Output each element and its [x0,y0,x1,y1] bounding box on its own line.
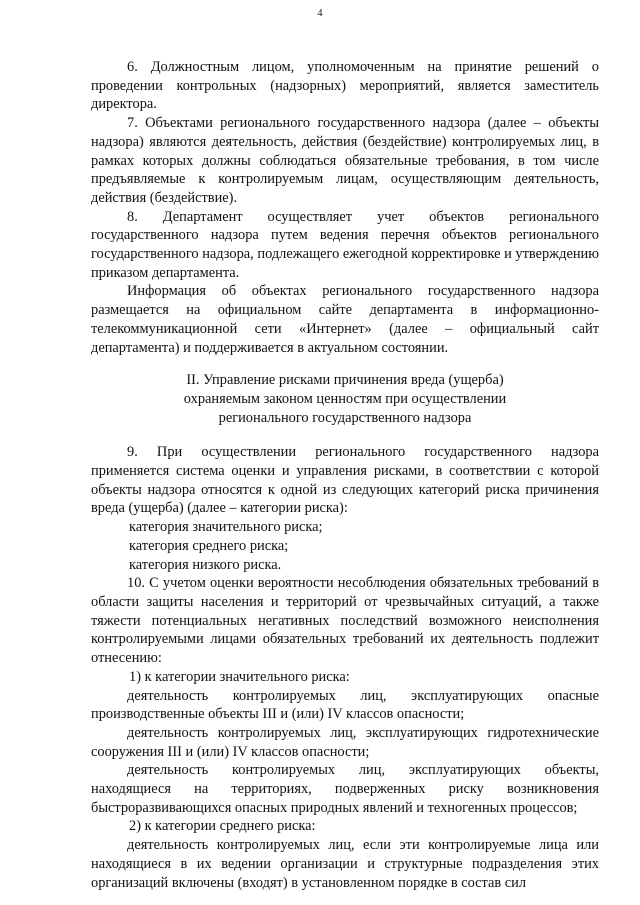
subsection-2-item: деятельность контролируемых лиц, если эти контролируемые лица или находящиеся в их ведении организации и структурные подразделения этих организаций включены (входят) в установленном порядке в состав сил [91,837,599,891]
subsection-2-heading: 2) к категории среднего риска: [129,818,316,835]
paragraph-10: 10. С учетом оценки вероятности несоблюдения обязательных требований в области защиты населения и территорий от чрезвычайных ситуаций, а также тяжести потенциальных негативных последствий возможного неисполнения контролируемыми лицами обязательных требований их деятельность подлежит отнесению: [91,575,599,667]
section-title [91,371,599,427]
paragraph-info: Информация об объектах регионального государственного надзора размещается на официальном сайте департамента в информационно-телекоммуникационной сети «Интернет» (далее – официальный сайт департамента) и поддерживается в актуальном состоянии. [91,283,599,356]
subsection-1-item: деятельность контролируемых лиц, эксплуатирующих объекты, находящиеся на территориях, подверженных риску возникновения быстроразвивающихся опасных природных явлений и техногенных процессов; [91,762,599,816]
page-number: 4 [317,8,323,19]
subsection-1-item: деятельность контролируемых лиц, эксплуатирующих опасные производственные объекты III и (или) IV классов опасности; [91,687,599,723]
risk-category-medium: категория среднего риска; [129,537,289,554]
section-title-line-3: регионального государственного надзора [218,409,472,426]
section-title-line-2: охраняемым законом ценностям при осуществлении [183,390,507,407]
subsection-1-item: деятельность контролируемых лиц, эксплуатирующих гидротехнические сооружения III и (или) IV классов опасности; [91,724,599,760]
risk-category-low: категория низкого риска. [129,556,282,573]
paragraph-9: 9. При осуществлении регионального государственного надзора применяется система оценки и управления рисками, в соответствии с которой объекты надзора относятся к одной из следующих категорий риска причинения вреда (ущерба) (далее – категории риска): [91,444,599,517]
paragraph-7: 7. Объектами регионального государственного надзора (далее – объекты надзора) являются деятельность, действия (бездействие) контролируемых лиц, в рамках которых должны соблюдаться обязательные требования, в том числе предъявляемые к контролируемым лицам, осуществляющим деятельность, действия (бездействие). [91,115,599,206]
paragraph-6: 6. Должностным лицом, уполномоченным на принятие решений о проведении контрольных (надзорных) мероприятий, является заместитель директора. [91,59,599,113]
section-title-line-1: II. Управление рисками причинения вреда (ущерба) [186,372,504,389]
subsection-1-heading: 1) к категории значительного риска: [129,668,350,685]
document-body [91,58,599,892]
risk-category-significant: категория значительного риска; [129,519,323,536]
paragraph-8: 8. Департамент осуществляет учет объектов регионального государственного надзора путем ведения перечня объектов регионального государственного надзора, подлежащего ежегодной корректировке и утверждению приказом департамента. [91,208,599,281]
